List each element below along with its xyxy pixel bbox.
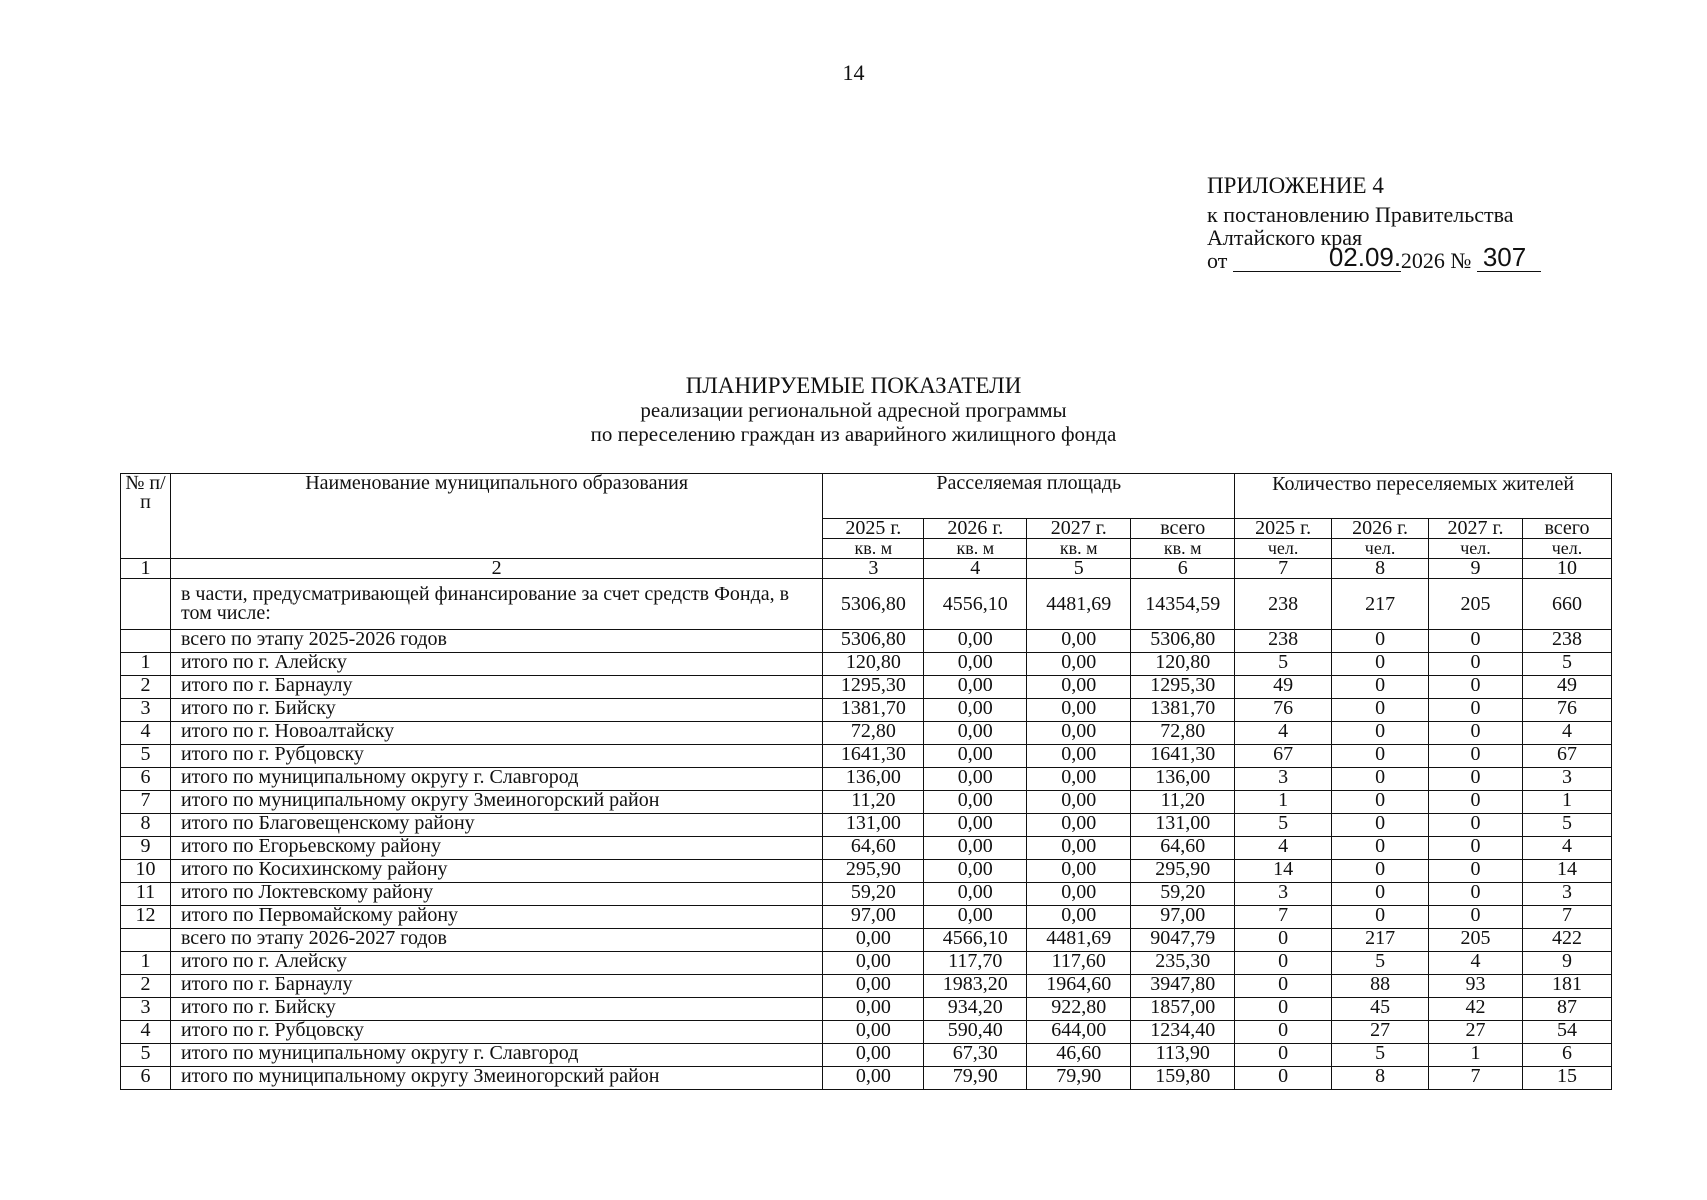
number-label: №: [1450, 248, 1472, 273]
people-2025: 49: [1235, 676, 1332, 699]
municipality-name: итого по г. Барнаулу: [170, 975, 822, 998]
column-number: 5: [1027, 559, 1131, 579]
people-total: 67: [1522, 745, 1611, 768]
people-total: 3: [1522, 883, 1611, 906]
people-total: 181: [1522, 975, 1611, 998]
people-2025: 0: [1235, 975, 1332, 998]
column-number: 6: [1131, 559, 1235, 579]
heading-line1: реализации региональной адресной программы: [640, 398, 1067, 422]
row-number: 2: [121, 676, 171, 699]
area-2027: 1964,60: [1027, 975, 1131, 998]
area-total: 1234,40: [1131, 1021, 1235, 1044]
people-2027: 0: [1429, 676, 1523, 699]
area-2027: 644,00: [1027, 1021, 1131, 1044]
area-2027: 0,00: [1027, 722, 1131, 745]
area-total: 1295,30: [1131, 676, 1235, 699]
row-number: 3: [121, 699, 171, 722]
people-total: 49: [1522, 676, 1611, 699]
area-2027: 0,00: [1027, 768, 1131, 791]
table-row: [121, 883, 1612, 906]
municipality-name: итого по муниципальному округу Змеиногорский район: [170, 1067, 822, 1090]
people-2026: 0: [1332, 630, 1429, 653]
people-2026: 0: [1332, 837, 1429, 860]
row-number: 12: [121, 906, 171, 929]
people-total: 9: [1522, 952, 1611, 975]
people-2025: 4: [1235, 837, 1332, 860]
header-no: № п/п: [121, 474, 171, 559]
people-2027: 7: [1429, 1067, 1523, 1090]
row-number: 6: [121, 1067, 171, 1090]
unit-area: кв. м: [823, 539, 924, 559]
people-2026: 0: [1332, 791, 1429, 814]
column-number: 3: [823, 559, 924, 579]
people-total: 1: [1522, 791, 1611, 814]
table-row: [121, 975, 1612, 998]
people-2026: 0: [1332, 653, 1429, 676]
row-number: 9: [121, 837, 171, 860]
page-number: 14: [842, 60, 865, 85]
table-row: [121, 1044, 1612, 1067]
area-2026: 67,30: [924, 1044, 1027, 1067]
area-2026: 0,00: [924, 653, 1027, 676]
unit-people: чел.: [1332, 539, 1429, 559]
people-2027: 0: [1429, 768, 1523, 791]
header-area-2027: 2027 г.: [1027, 519, 1131, 539]
column-number: 10: [1522, 559, 1611, 579]
people-2026: 0: [1332, 745, 1429, 768]
people-total: 422: [1522, 929, 1611, 952]
handwritten-number: 307: [1482, 242, 1527, 272]
header-area-total: всего: [1131, 519, 1235, 539]
municipality-name: итого по г. Рубцовску: [170, 745, 822, 768]
unit-people: чел.: [1522, 539, 1611, 559]
people-2025: 0: [1235, 929, 1332, 952]
people-2025: 4: [1235, 722, 1332, 745]
people-2025: 14: [1235, 860, 1332, 883]
appendix-block: [1207, 174, 1587, 279]
people-2027: 42: [1429, 998, 1523, 1021]
people-2027: 93: [1429, 975, 1523, 998]
header-area-2026: 2026 г.: [924, 519, 1027, 539]
municipality-name: итого по Первомайскому району: [170, 906, 822, 929]
table-row: [121, 653, 1612, 676]
people-2026: 0: [1332, 906, 1429, 929]
area-2026: 590,40: [924, 1021, 1027, 1044]
people-total: 7: [1522, 906, 1611, 929]
area-2027: 0,00: [1027, 653, 1131, 676]
area-total: 113,90: [1131, 1044, 1235, 1067]
people-2027: 0: [1429, 745, 1523, 768]
people-2027: 0: [1429, 653, 1523, 676]
municipality-name: в части, предусматривающей финансирование за счет средств Фонда, в том числе:: [170, 579, 822, 630]
table-row: [121, 745, 1612, 768]
area-2025: 1641,30: [823, 745, 924, 768]
area-2025: 120,80: [823, 653, 924, 676]
area-2025: 5306,80: [823, 630, 924, 653]
people-total: 54: [1522, 1021, 1611, 1044]
table-row: [121, 768, 1612, 791]
header-area: Расселяемая площадь: [823, 474, 1235, 519]
people-2025: 7: [1235, 906, 1332, 929]
people-2025: 3: [1235, 883, 1332, 906]
area-2025: 64,60: [823, 837, 924, 860]
municipality-name: итого по муниципальному округу г. Славгород: [170, 1044, 822, 1067]
people-2025: 5: [1235, 814, 1332, 837]
handwritten-date: 02.09.: [1328, 242, 1402, 272]
area-total: 5306,80: [1131, 630, 1235, 653]
people-total: 4: [1522, 837, 1611, 860]
table-row: [121, 699, 1612, 722]
area-2026: 0,00: [924, 676, 1027, 699]
people-2025: 1: [1235, 791, 1332, 814]
header-area-2025: 2025 г.: [823, 519, 924, 539]
municipality-name: итого по г. Бийску: [170, 998, 822, 1021]
area-2027: 0,00: [1027, 630, 1131, 653]
area-2025: 97,00: [823, 906, 924, 929]
header-people-total: всего: [1522, 519, 1611, 539]
people-2026: 88: [1332, 975, 1429, 998]
area-2026: 0,00: [924, 814, 1027, 837]
table-row: [121, 906, 1612, 929]
area-2026: 0,00: [924, 906, 1027, 929]
area-2027: 79,90: [1027, 1067, 1131, 1090]
municipality-name: итого по г. Новоалтайску: [170, 722, 822, 745]
area-2027: 0,00: [1027, 676, 1131, 699]
area-2025: 72,80: [823, 722, 924, 745]
area-2026: 0,00: [924, 860, 1027, 883]
table-row: [121, 952, 1612, 975]
area-2026: 0,00: [924, 722, 1027, 745]
area-2025: 0,00: [823, 1021, 924, 1044]
people-2026: 45: [1332, 998, 1429, 1021]
area-2025: 0,00: [823, 929, 924, 952]
area-2025: 136,00: [823, 768, 924, 791]
header-people-2026: 2026 г.: [1332, 519, 1429, 539]
row-number: 1: [121, 952, 171, 975]
area-2026: 1983,20: [924, 975, 1027, 998]
municipality-name: итого по г. Алейску: [170, 653, 822, 676]
area-2025: 0,00: [823, 1044, 924, 1067]
row-number: 11: [121, 883, 171, 906]
table-row: [121, 814, 1612, 837]
area-2025: 295,90: [823, 860, 924, 883]
area-2025: 0,00: [823, 975, 924, 998]
row-number: 6: [121, 768, 171, 791]
area-2027: 922,80: [1027, 998, 1131, 1021]
row-number: 8: [121, 814, 171, 837]
people-2025: 0: [1235, 952, 1332, 975]
people-2026: 0: [1332, 860, 1429, 883]
municipality-name: итого по г. Алейску: [170, 952, 822, 975]
column-number: 1: [121, 559, 171, 579]
appendix-line2: Алтайского края: [1207, 225, 1363, 250]
row-number: 7: [121, 791, 171, 814]
area-total: 59,20: [1131, 883, 1235, 906]
area-2025: 59,20: [823, 883, 924, 906]
area-2027: 0,00: [1027, 699, 1131, 722]
area-2027: 46,60: [1027, 1044, 1131, 1067]
table-row: [121, 837, 1612, 860]
people-total: 6: [1522, 1044, 1611, 1067]
people-2025: 0: [1235, 1067, 1332, 1090]
area-total: 235,30: [1131, 952, 1235, 975]
area-total: 120,80: [1131, 653, 1235, 676]
municipality-name: итого по муниципальному округу г. Славгород: [170, 768, 822, 791]
header-people-2025: 2025 г.: [1235, 519, 1332, 539]
column-number: 7: [1235, 559, 1332, 579]
area-2027: 4481,69: [1027, 929, 1131, 952]
table-row: [121, 791, 1612, 814]
row-number: 4: [121, 1021, 171, 1044]
row-number: [121, 579, 171, 630]
area-2027: 0,00: [1027, 883, 1131, 906]
people-2025: 67: [1235, 745, 1332, 768]
people-2026: 0: [1332, 722, 1429, 745]
people-2027: 0: [1429, 722, 1523, 745]
municipality-name: итого по Косихинскому району: [170, 860, 822, 883]
table-row: [121, 630, 1612, 653]
people-2026: 5: [1332, 952, 1429, 975]
area-2027: 0,00: [1027, 906, 1131, 929]
people-2027: 27: [1429, 1021, 1523, 1044]
people-2027: 0: [1429, 699, 1523, 722]
area-total: 1641,30: [1131, 745, 1235, 768]
area-2027: 0,00: [1027, 814, 1131, 837]
row-number: 1: [121, 653, 171, 676]
area-total: 97,00: [1131, 906, 1235, 929]
people-2026: 217: [1332, 929, 1429, 952]
table-row: [121, 676, 1612, 699]
from-label: от: [1207, 248, 1228, 273]
area-2027: 0,00: [1027, 860, 1131, 883]
people-2027: 205: [1429, 579, 1523, 630]
municipality-name: итого по Благовещенскому району: [170, 814, 822, 837]
area-2025: 0,00: [823, 998, 924, 1021]
table-row: [121, 929, 1612, 952]
area-2025: 1295,30: [823, 676, 924, 699]
area-2026: 0,00: [924, 791, 1027, 814]
people-total: 87: [1522, 998, 1611, 1021]
column-number: 8: [1332, 559, 1429, 579]
area-2026: 934,20: [924, 998, 1027, 1021]
area-2025: 11,20: [823, 791, 924, 814]
column-number: 2: [170, 559, 822, 579]
municipality-name: итого по Локтевскому району: [170, 883, 822, 906]
people-2025: 0: [1235, 1021, 1332, 1044]
people-total: 14: [1522, 860, 1611, 883]
people-2025: 0: [1235, 1044, 1332, 1067]
table-body: [121, 579, 1612, 1090]
area-total: 136,00: [1131, 768, 1235, 791]
date-blank: [1233, 242, 1402, 272]
people-2025: 3: [1235, 768, 1332, 791]
people-2026: 5: [1332, 1044, 1429, 1067]
people-2026: 0: [1332, 676, 1429, 699]
unit-area: кв. м: [924, 539, 1027, 559]
area-total: 3947,80: [1131, 975, 1235, 998]
people-total: 660: [1522, 579, 1611, 630]
header-residents: Количество переселяемых жителей: [1235, 474, 1612, 519]
people-2026: 0: [1332, 883, 1429, 906]
row-number: [121, 630, 171, 653]
people-total: 15: [1522, 1067, 1611, 1090]
people-total: 5: [1522, 814, 1611, 837]
people-2025: 238: [1235, 630, 1332, 653]
row-number: [121, 929, 171, 952]
people-2025: 5: [1235, 653, 1332, 676]
people-2027: 1: [1429, 1044, 1523, 1067]
table-row: [121, 1021, 1612, 1044]
appendix-line1: к постановлению Правительства: [1207, 202, 1514, 227]
appendix-title: ПРИЛОЖЕНИЕ 4: [1207, 173, 1384, 198]
people-2027: 205: [1429, 929, 1523, 952]
row-number: 3: [121, 998, 171, 1021]
document-heading: [0, 374, 1707, 446]
area-total: 1857,00: [1131, 998, 1235, 1021]
table-row: [121, 1067, 1612, 1090]
municipality-name: итого по муниципальному округу Змеиногорский район: [170, 791, 822, 814]
area-total: 64,60: [1131, 837, 1235, 860]
row-number: 2: [121, 975, 171, 998]
area-2025: 5306,80: [823, 579, 924, 630]
heading-line2: по переселению граждан из аварийного жилищного фонда: [590, 422, 1117, 446]
column-number: 4: [924, 559, 1027, 579]
municipality-name: итого по Егорьевскому району: [170, 837, 822, 860]
people-2026: 217: [1332, 579, 1429, 630]
people-2027: 0: [1429, 630, 1523, 653]
municipality-name: всего по этапу 2025-2026 годов: [170, 630, 822, 653]
column-number: 9: [1429, 559, 1523, 579]
people-total: 3: [1522, 768, 1611, 791]
unit-area: кв. м: [1131, 539, 1235, 559]
area-2026: 0,00: [924, 883, 1027, 906]
people-2026: 27: [1332, 1021, 1429, 1044]
area-2026: 79,90: [924, 1067, 1027, 1090]
people-total: 4: [1522, 722, 1611, 745]
area-2026: 4566,10: [924, 929, 1027, 952]
people-2026: 0: [1332, 768, 1429, 791]
year-text: 2026: [1400, 248, 1445, 273]
area-2027: 117,60: [1027, 952, 1131, 975]
area-2026: 0,00: [924, 630, 1027, 653]
appendix-date-line: [1207, 242, 1587, 279]
area-total: 11,20: [1131, 791, 1235, 814]
area-2025: 1381,70: [823, 699, 924, 722]
people-total: 5: [1522, 653, 1611, 676]
area-total: 9047,79: [1131, 929, 1235, 952]
people-2027: 0: [1429, 837, 1523, 860]
people-2025: 76: [1235, 699, 1332, 722]
people-2026: 0: [1332, 814, 1429, 837]
people-2027: 0: [1429, 883, 1523, 906]
area-2026: 0,00: [924, 699, 1027, 722]
header-people-2027: 2027 г.: [1429, 519, 1523, 539]
people-2026: 8: [1332, 1067, 1429, 1090]
area-2027: 0,00: [1027, 791, 1131, 814]
unit-people: чел.: [1429, 539, 1523, 559]
area-2026: 0,00: [924, 768, 1027, 791]
municipality-name: итого по г. Бийску: [170, 699, 822, 722]
area-2027: 0,00: [1027, 837, 1131, 860]
people-2025: 0: [1235, 998, 1332, 1021]
row-number: 5: [121, 1044, 171, 1067]
area-total: 131,00: [1131, 814, 1235, 837]
row-number: 10: [121, 860, 171, 883]
row-number: 5: [121, 745, 171, 768]
people-total: 238: [1522, 630, 1611, 653]
area-total: 295,90: [1131, 860, 1235, 883]
area-2025: 0,00: [823, 952, 924, 975]
municipality-name: итого по г. Барнаулу: [170, 676, 822, 699]
table-row: [121, 998, 1612, 1021]
people-2027: 0: [1429, 906, 1523, 929]
unit-people: чел.: [1235, 539, 1332, 559]
area-2027: 4481,69: [1027, 579, 1131, 630]
people-2025: 238: [1235, 579, 1332, 630]
area-2026: 117,70: [924, 952, 1027, 975]
indicators-table: [120, 473, 1612, 1090]
area-total: 1381,70: [1131, 699, 1235, 722]
area-2026: 4556,10: [924, 579, 1027, 630]
area-total: 14354,59: [1131, 579, 1235, 630]
area-2026: 0,00: [924, 837, 1027, 860]
table-row: [121, 579, 1612, 630]
people-total: 76: [1522, 699, 1611, 722]
header-name: Наименование муниципального образования: [170, 474, 822, 559]
table-row: [121, 722, 1612, 745]
area-total: 159,80: [1131, 1067, 1235, 1090]
number-blank: [1477, 242, 1541, 272]
area-2027: 0,00: [1027, 745, 1131, 768]
people-2026: 0: [1332, 699, 1429, 722]
area-total: 72,80: [1131, 722, 1235, 745]
area-2026: 0,00: [924, 745, 1027, 768]
area-2025: 0,00: [823, 1067, 924, 1090]
people-2027: 0: [1429, 814, 1523, 837]
row-number: 4: [121, 722, 171, 745]
heading-title: ПЛАНИРУЕМЫЕ ПОКАЗАТЕЛИ: [685, 373, 1022, 398]
municipality-name: итого по г. Рубцовску: [170, 1021, 822, 1044]
unit-area: кв. м: [1027, 539, 1131, 559]
people-2027: 4: [1429, 952, 1523, 975]
people-2027: 0: [1429, 860, 1523, 883]
area-2025: 131,00: [823, 814, 924, 837]
people-2027: 0: [1429, 791, 1523, 814]
table-row: [121, 860, 1612, 883]
municipality-name: всего по этапу 2026-2027 годов: [170, 929, 822, 952]
